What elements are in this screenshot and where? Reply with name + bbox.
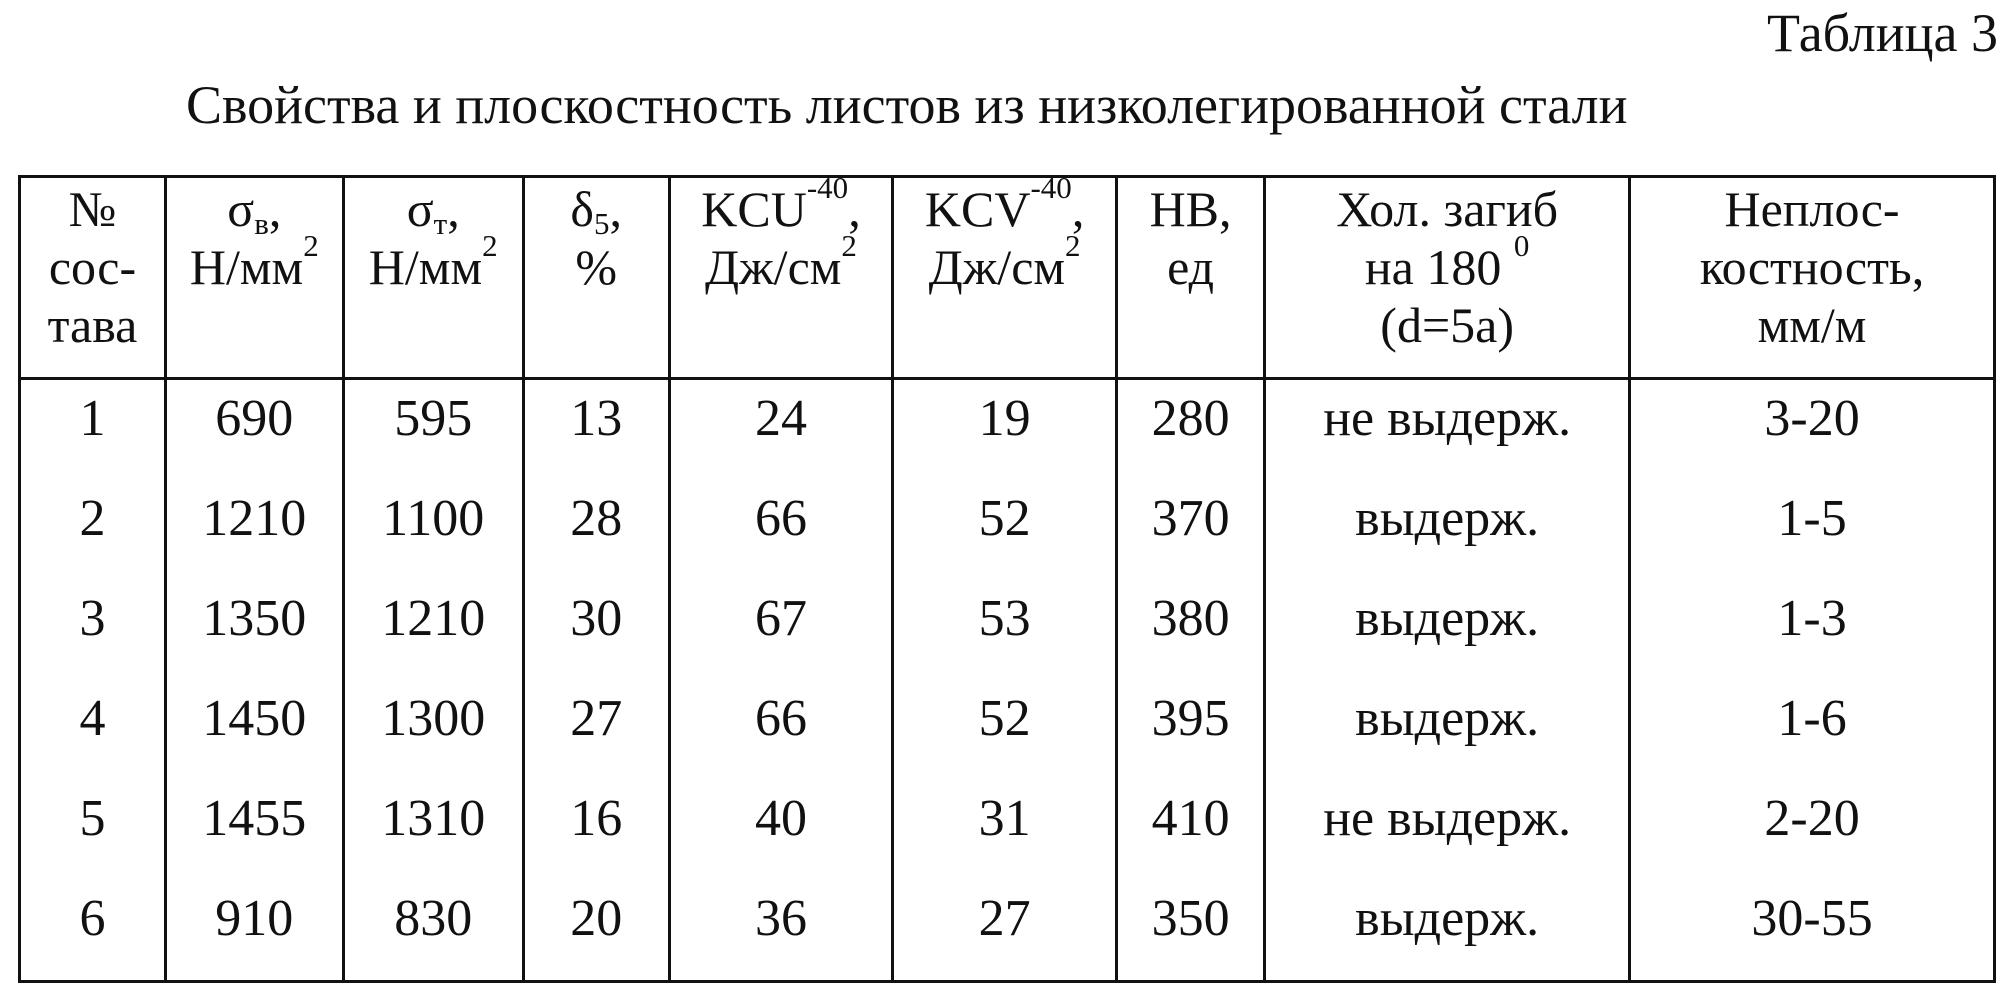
cell-flatness: 1-5 bbox=[1630, 480, 1995, 580]
sigma-t-symbol: σ bbox=[406, 181, 434, 237]
kcv-unit: Дж/см bbox=[928, 239, 1066, 295]
cell-composition: 4 bbox=[20, 680, 166, 780]
cell-cold-bend: выдерж. bbox=[1265, 580, 1630, 680]
cell-delta5: 28 bbox=[523, 480, 669, 580]
cell-cold-bend: не выдерж. bbox=[1265, 780, 1630, 880]
cell-kcu: 67 bbox=[669, 580, 893, 680]
table-row bbox=[20, 379, 1995, 481]
cell-kcu: 36 bbox=[669, 880, 893, 982]
delta-comma: , bbox=[609, 181, 622, 237]
cell-hb: 395 bbox=[1116, 680, 1264, 780]
cell-delta5: 27 bbox=[523, 680, 669, 780]
cell-delta5: 16 bbox=[523, 780, 669, 880]
table-caption: Свойства и плоскостность листов из низколегированной стали bbox=[186, 75, 1628, 135]
table-row bbox=[20, 680, 1995, 780]
bend-line1: Хол. загиб bbox=[1336, 181, 1559, 237]
kcv-temperature: -40 bbox=[1030, 170, 1072, 206]
flatness-line3: мм/м bbox=[1757, 297, 1867, 353]
header-num-line3: тава bbox=[47, 297, 138, 353]
cell-sigma-t: 830 bbox=[343, 880, 523, 982]
kcu-label: KCU bbox=[701, 181, 807, 237]
cell-sigma-t: 1210 bbox=[343, 580, 523, 680]
sigma-b-comma: , bbox=[268, 181, 282, 237]
kcu-unit-power: 2 bbox=[841, 228, 857, 264]
kcu-unit: Дж/см bbox=[705, 239, 842, 295]
sigma-b-symbol: σ bbox=[227, 181, 255, 237]
sigma-t-unit: Н/мм bbox=[368, 239, 483, 295]
bend-line2: на 180 bbox=[1364, 239, 1502, 295]
sigma-t-comma: , bbox=[447, 181, 460, 237]
cell-composition: 3 bbox=[20, 580, 166, 680]
kcu-temperature: -40 bbox=[806, 170, 849, 206]
kcv-unit-power: 2 bbox=[1065, 228, 1081, 264]
cell-kcu: 40 bbox=[669, 780, 893, 880]
cell-kcu: 66 bbox=[669, 480, 893, 580]
flatness-line2: костность, bbox=[1699, 239, 1925, 295]
table-number-label: Таблица 3 bbox=[1767, 3, 1998, 63]
header-row bbox=[20, 177, 1995, 379]
bend-line3: (d=5a) bbox=[1380, 297, 1514, 353]
header-hardness bbox=[1116, 177, 1264, 379]
cell-composition: 5 bbox=[20, 780, 166, 880]
cell-cold-bend: не выдерж. bbox=[1265, 379, 1630, 481]
hb-label: HB, bbox=[1149, 181, 1232, 237]
cell-sigma-t: 1310 bbox=[343, 780, 523, 880]
cell-delta5: 30 bbox=[523, 580, 669, 680]
cell-sigma-t: 1100 bbox=[343, 480, 523, 580]
cell-sigma-b: 1450 bbox=[165, 680, 343, 780]
header-kcu bbox=[669, 170, 893, 379]
cell-cold-bend: выдерж. bbox=[1265, 480, 1630, 580]
cell-cold-bend: выдерж. bbox=[1265, 680, 1630, 780]
cell-kcv: 52 bbox=[893, 480, 1117, 580]
flatness-line1: Неплос- bbox=[1724, 181, 1900, 237]
sigma-b-unit-power: 2 bbox=[303, 228, 319, 264]
cell-cold-bend: выдерж. bbox=[1265, 880, 1630, 982]
header-num-symbol: № bbox=[68, 181, 117, 237]
cell-hb: 350 bbox=[1116, 880, 1264, 982]
cell-flatness: 30-55 bbox=[1630, 880, 1995, 982]
cell-kcv: 31 bbox=[893, 780, 1117, 880]
cell-kcv: 19 bbox=[893, 379, 1117, 481]
cell-hb: 380 bbox=[1116, 580, 1264, 680]
cell-composition: 1 bbox=[20, 379, 166, 481]
sigma-t-subscript: т bbox=[433, 205, 448, 241]
cell-kcv: 52 bbox=[893, 680, 1117, 780]
bend-degree: 0 bbox=[1513, 228, 1530, 264]
cell-sigma-b: 910 bbox=[165, 880, 343, 982]
table-row bbox=[20, 880, 1995, 982]
cell-composition: 6 bbox=[20, 880, 166, 982]
sigma-b-subscript: в bbox=[254, 205, 269, 241]
header-cold-bend bbox=[1265, 177, 1630, 379]
delta-subscript: 5 bbox=[593, 205, 610, 241]
header-kcv bbox=[893, 170, 1117, 379]
sigma-b-unit: Н/мм bbox=[189, 239, 304, 295]
table-row bbox=[20, 480, 1995, 580]
header-elongation bbox=[523, 177, 669, 379]
cell-composition: 2 bbox=[20, 480, 166, 580]
kcv-comma: , bbox=[1071, 181, 1085, 237]
cell-delta5: 20 bbox=[523, 880, 669, 982]
header-yield-strength bbox=[343, 177, 523, 379]
header-tensile-strength bbox=[165, 177, 343, 379]
cell-flatness: 1-3 bbox=[1630, 580, 1995, 680]
cell-sigma-b: 1210 bbox=[165, 480, 343, 580]
cell-kcu: 24 bbox=[669, 379, 893, 481]
header-flatness bbox=[1630, 177, 1995, 379]
cell-sigma-t: 595 bbox=[343, 379, 523, 481]
cell-flatness: 2-20 bbox=[1630, 780, 1995, 880]
cell-sigma-b: 1455 bbox=[165, 780, 343, 880]
header-num-line2: сос- bbox=[48, 239, 137, 295]
cell-flatness: 3-20 bbox=[1630, 379, 1995, 481]
cell-kcu: 66 bbox=[669, 680, 893, 780]
cell-hb: 280 bbox=[1116, 379, 1264, 481]
cell-kcv: 53 bbox=[893, 580, 1117, 680]
kcu-comma: , bbox=[848, 181, 861, 237]
cell-flatness: 1-6 bbox=[1630, 680, 1995, 780]
hb-unit: ед bbox=[1167, 239, 1215, 295]
delta-symbol: δ bbox=[570, 181, 594, 237]
cell-kcv: 27 bbox=[893, 880, 1117, 982]
sigma-t-unit-power: 2 bbox=[482, 228, 498, 264]
properties-table bbox=[18, 170, 1996, 983]
cell-sigma-b: 690 bbox=[165, 379, 343, 481]
cell-hb: 370 bbox=[1116, 480, 1264, 580]
delta-unit: % bbox=[575, 239, 618, 295]
cell-delta5: 13 bbox=[523, 379, 669, 481]
table-row bbox=[20, 580, 1995, 680]
cell-sigma-t: 1300 bbox=[343, 680, 523, 780]
cell-sigma-b: 1350 bbox=[165, 580, 343, 680]
kcv-label: KCV bbox=[924, 181, 1031, 237]
table-row bbox=[20, 780, 1995, 880]
cell-hb: 410 bbox=[1116, 780, 1264, 880]
header-composition-number bbox=[20, 177, 166, 379]
